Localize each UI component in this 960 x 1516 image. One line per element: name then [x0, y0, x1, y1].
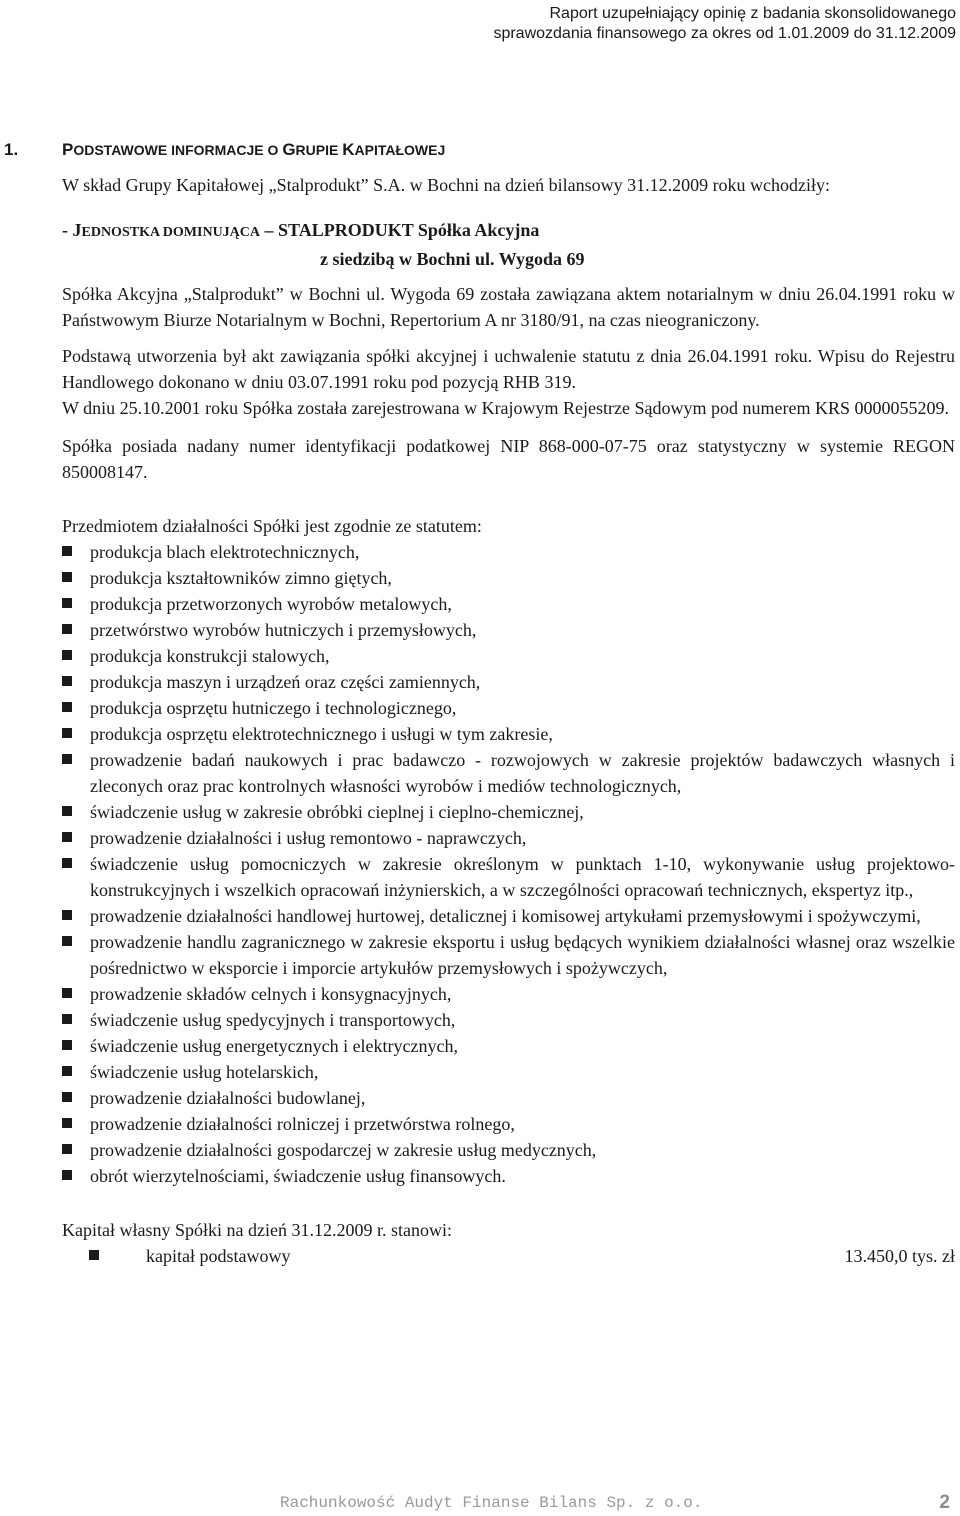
activity-item-text: produkcja kształtowników zimno giętych, [90, 568, 392, 588]
activity-item-text: produkcja konstrukcji stalowych, [90, 646, 330, 666]
activity-item-text: prowadzenie działalności handlowej hurtowej, detalicznej i komisowej artykułami przemysłowymi i spożywczymi, [90, 906, 921, 926]
activity-item-text: prowadzenie działalności i usług remontowo - naprawczych, [90, 828, 527, 848]
activity-list-item [62, 1111, 955, 1137]
activity-list-item [62, 1163, 955, 1189]
activity-list-item [62, 1059, 955, 1085]
document-header [356, 4, 956, 44]
section-title-part: G [282, 140, 296, 159]
document-footer [0, 1494, 956, 1516]
section-title-part: ODSTAWOWE INFORMACJE O [73, 142, 283, 158]
activity-list-item [62, 1007, 955, 1033]
activity-item-text: prowadzenie działalności gospodarczej w zakresie usług medycznych, [90, 1140, 597, 1160]
bullet-square-icon [62, 1092, 72, 1102]
activity-item-text: świadczenie usług energetycznych i elektrycznych, [90, 1036, 459, 1056]
activity-list-item [62, 617, 955, 643]
section-title-part: P [62, 140, 74, 159]
activity-list-item [62, 1033, 955, 1059]
activity-list-item [62, 747, 955, 799]
intro-paragraph: W skład Grupy Kapitałowej „Stalprodukt” S.A. w Bochni na dzień bilansowy 31.12.2009 roku wchodziły: [62, 175, 831, 195]
bullet-square-icon [62, 806, 72, 816]
dominant-rest: – STALPRODUKT Spółka Akcyjna [260, 220, 540, 240]
dominant-prefix: - J [62, 220, 82, 240]
activity-item-text: prowadzenie działalności budowlanej, [90, 1088, 366, 1108]
bullet-square-icon [62, 832, 72, 842]
section-heading [4, 140, 954, 160]
dominant-entity [62, 217, 955, 273]
activity-item-text: świadczenie usług spedycyjnych i transportowych, [90, 1010, 456, 1030]
activity-item-text: prowadzenie handlu zagranicznego w zakresie eksportu i usług będących wynikiem działalności własnej oraz wszelkie pośrednictwo w eksporcie i imporcie artykułów przemysłowych i spożywczych, [90, 932, 955, 978]
bullet-square-icon [62, 1014, 72, 1024]
bullet-square-icon [62, 1066, 72, 1076]
bullet-square-icon [62, 598, 72, 608]
activity-list-item [62, 1137, 955, 1163]
activity-list-item [62, 539, 955, 565]
activity-list-item [62, 643, 955, 669]
dominant-entity-line-1 [62, 217, 955, 246]
bullet-square-icon [89, 1250, 99, 1260]
paragraph-nip-regon: Spółka posiada nadany numer identyfikacji podatkowej NIP 868-000-07-75 oraz statystyczny w systemie REGON 850008147. [62, 436, 955, 482]
bullet-square-icon [62, 1040, 72, 1050]
page-number: 2 [939, 1492, 950, 1513]
bullet-square-icon [62, 650, 72, 660]
activity-list-item [62, 903, 955, 929]
equity-label: kapitał podstawowy [146, 1246, 291, 1266]
activity-list-item [62, 825, 955, 851]
activity-list-item [62, 1085, 955, 1111]
activity-item-text: produkcja osprzętu hutniczego i technologicznego, [90, 698, 457, 718]
bullet-square-icon [62, 624, 72, 634]
activity-item-text: świadczenie usług w zakresie obróbki cieplnej i cieplno-chemicznej, [90, 802, 584, 822]
activity-list-item [62, 981, 955, 1007]
paragraph-basis: Podstawą utworzenia był akt zawiązania spółki akcyjnej i uchwalenie statutu z dnia 26.04.1991 roku. Wpisu do Rejestru Handlowego dokonano w dniu 03.07.1991 roku pod pozycją RHB 319. [62, 346, 955, 392]
activity-item-text: przetwórstwo wyrobów hutniczych i przemysłowych, [90, 620, 477, 640]
activity-list-item [62, 721, 955, 747]
activity-list-item [62, 851, 955, 903]
bullet-square-icon [62, 702, 72, 712]
activity-list-item [62, 591, 955, 617]
bullet-square-icon [62, 858, 72, 868]
bullet-square-icon [62, 988, 72, 998]
bullet-square-icon [62, 676, 72, 686]
bullet-square-icon [62, 936, 72, 946]
dominant-caps: EDNOSTKA DOMINUJĄCA [81, 225, 261, 240]
bullet-square-icon [62, 572, 72, 582]
bullet-square-icon [62, 728, 72, 738]
activity-item-text: produkcja przetworzonych wyrobów metalowych, [90, 594, 452, 614]
header-line-2: sprawozdania finansowego za okres od 1.01.2009 do 31.12.2009 [493, 25, 956, 42]
activity-item-text: produkcja maszyn i urządzeń oraz części zamiennych, [90, 672, 481, 692]
activity-item-text: prowadzenie składów celnych i konsygnacyjnych, [90, 984, 452, 1004]
bullet-square-icon [62, 546, 72, 556]
section-title-part: RUPIE [295, 142, 343, 158]
activity-list-item [62, 669, 955, 695]
header-line-1: Raport uzupełniający opinię z badania skonsolidowanego [549, 5, 956, 22]
activity-item-text: produkcja blach elektrotechnicznych, [90, 542, 360, 562]
bullet-square-icon [62, 1170, 72, 1180]
activity-list-item [62, 929, 955, 981]
bullet-square-icon [62, 1144, 72, 1154]
activity-list-item [62, 565, 955, 591]
equity-value: 13.450,0 tys. zł [844, 1246, 955, 1266]
activity-intro: Przedmiotem działalności Spółki jest zgodnie ze statutem: [62, 516, 482, 536]
activity-list-item [62, 799, 955, 825]
section-title-part: K [342, 140, 355, 159]
equity-intro: Kapitał własny Spółki na dzień 31.12.2009 r. stanowi: [62, 1220, 452, 1240]
activity-list [62, 539, 955, 1189]
bullet-square-icon [62, 1118, 72, 1128]
activity-item-text: świadczenie usług hotelarskich, [90, 1062, 319, 1082]
section-title-part: APITAŁOWEJ [354, 142, 446, 158]
activity-item-text: prowadzenie badań naukowych i prac badawczo - rozwojowych w zakresie projektów badawczych własnych i zleconych oraz prac kontrolnych własności wyrobów i mediów technologicznych, [90, 750, 955, 796]
paragraph-founding: Spółka Akcyjna „Stalprodukt” w Bochni ul. Wygoda 69 została zawiązana aktem notarialnym w dniu 26.04.1991 roku w Państwowym Biurze Notarialnym w Bochni, Repertorium A nr 3180/91, na czas nieograniczony. [62, 284, 955, 330]
activity-list-item [62, 695, 955, 721]
footer-firm: Rachunkowość Audyt Finanse Bilans Sp. z o.o. [280, 1494, 703, 1512]
section-number: 1. [4, 140, 19, 159]
equity-row [62, 1243, 955, 1269]
activity-item-text: świadczenie usług pomocniczych w zakresie określonym w punktach 1-10, wykonywanie usług projektowo-konstrukcyjnych i wszelkich opracowań inżynierskich, a w szczególności opracowań technicznych, ekspertyz itp., [90, 854, 955, 900]
bullet-square-icon [62, 754, 72, 764]
dominant-entity-line-2: z siedzibą w Bochni ul. Wygoda 69 [320, 249, 585, 269]
activity-item-text: produkcja osprzętu elektrotechnicznego i usługi w tym zakresie, [90, 724, 553, 744]
activity-item-text: prowadzenie działalności rolniczej i przetwórstwa rolnego, [90, 1114, 515, 1134]
document-body [62, 172, 955, 1269]
bullet-square-icon [62, 910, 72, 920]
paragraph-krs: W dniu 25.10.2001 roku Spółka została zarejestrowana w Krajowym Rejestrze Sądowym pod numerem KRS 0000055209. [62, 398, 950, 418]
activity-item-text: obrót wierzytelnościami, świadczenie usług finansowych. [90, 1166, 506, 1186]
